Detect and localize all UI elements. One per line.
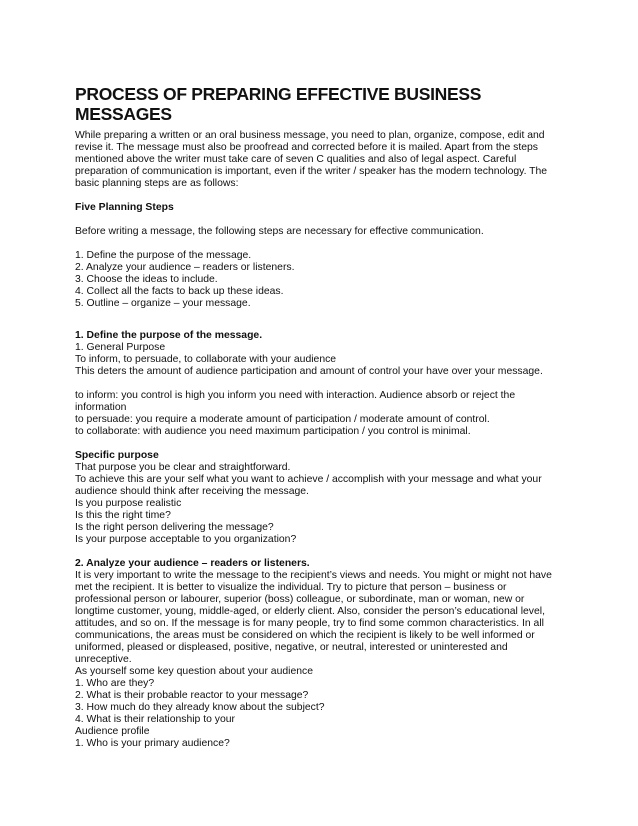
- text-line: mentioned above the writer must take care of seven C qualities and also of legal aspect. Careful: [75, 154, 517, 165]
- text-line: longtime customer, young, middle-aged, or elderly client. Also, consider the person’s educational level,: [75, 606, 545, 617]
- text-line: professional person or labourer, superior (boss) colleague, or subordinate, man or woman, new or: [75, 594, 525, 605]
- list-item: 4. What is their relationship to your: [75, 714, 235, 725]
- list-item: 2. What is their probable reactor to your message?: [75, 690, 309, 701]
- text-line: audience should think after receiving the message.: [75, 486, 309, 497]
- text-line: To achieve this are your self what you want to achieve / accomplish with your message and what your: [75, 474, 542, 485]
- text-line: To inform, to persuade, to collaborate with your audience: [75, 354, 337, 365]
- page-title: [75, 84, 565, 124]
- document-body: [75, 84, 565, 750]
- text-line: This deters the amount of audience participation and amount of control your have over your message.: [75, 366, 543, 377]
- section-heading-specific-purpose: Specific purpose: [75, 450, 159, 461]
- text-line: basic planning steps are as follows:: [75, 178, 239, 189]
- text-line: Is you purpose realistic: [75, 498, 182, 509]
- text-line: That purpose you be clear and straightforward.: [75, 462, 291, 473]
- list-item: 1. Define the purpose of the message.: [75, 250, 252, 261]
- text-line: It is very important to write the message to the recipient’s views and needs. You might or might not have: [75, 570, 552, 581]
- text-line: While preparing a written or an oral business message, you need to plan, organize, compose, edit and: [75, 130, 545, 141]
- title-line: PROCESS OF PREPARING EFFECTIVE BUSINESS: [75, 84, 482, 104]
- text-line: communications, the areas must be considered on which the recipient is likely to be well informed or: [75, 630, 535, 641]
- section-heading-analyze-audience: 2. Analyze your audience – readers or listeners.: [75, 558, 310, 569]
- list-item: 3. How much do they already know about the subject?: [75, 702, 325, 713]
- list-item: 5. Outline – organize – your message.: [75, 298, 251, 309]
- five-steps-lead: Before writing a message, the following steps are necessary for effective communication.: [75, 226, 484, 237]
- text-line: Audience profile: [75, 726, 150, 737]
- steps-list: [75, 250, 565, 310]
- text-line: to inform: you control is high you inform you need with interaction. Audience absorb or reject the: [75, 390, 516, 401]
- text-line: Is this the right time?: [75, 510, 171, 521]
- text-line: met the recipient. It is better to visualize the individual. Try to picture that person – business or: [75, 582, 507, 593]
- text-line: information: [75, 402, 127, 413]
- section-heading-define-purpose: 1. Define the purpose of the message.: [75, 330, 263, 341]
- list-item: 1. Who are they?: [75, 678, 155, 689]
- text-line: revise it. The message must also be proofread and corrected before it is mailed. Apart from the steps: [75, 142, 538, 153]
- list-item: 1. Who is your primary audience?: [75, 738, 230, 749]
- text-line: As yourself some key question about your audience: [75, 666, 313, 677]
- intro-paragraph: [75, 130, 565, 190]
- title-line: MESSAGES: [75, 104, 172, 124]
- list-item: 3. Choose the ideas to include.: [75, 274, 218, 285]
- list-item: 4. Collect all the facts to back up these ideas.: [75, 286, 284, 297]
- text-line: to persuade: you require a moderate amount of participation / moderate amount of control.: [75, 414, 490, 425]
- text-line: uniformed, pleased or displeased, positive, negative, or neutral, interested or uninterested and: [75, 642, 508, 653]
- section-heading-five-steps: Five Planning Steps: [75, 202, 174, 213]
- text-line: 1. General Purpose: [75, 342, 166, 353]
- text-line: to collaborate: with audience you need maximum participation / you control is minimal.: [75, 426, 471, 437]
- text-line: Is your purpose acceptable to you organization?: [75, 534, 297, 545]
- text-line: unreceptive.: [75, 654, 132, 665]
- text-line: attitudes, and so on. If the message is for many people, try to find some common characteristics. In all: [75, 618, 544, 629]
- text-line: preparation of communication is important, even if the writer / speaker has the modern technology. The: [75, 166, 548, 177]
- text-line: Is the right person delivering the message?: [75, 522, 274, 533]
- list-item: 2. Analyze your audience – readers or listeners.: [75, 262, 295, 273]
